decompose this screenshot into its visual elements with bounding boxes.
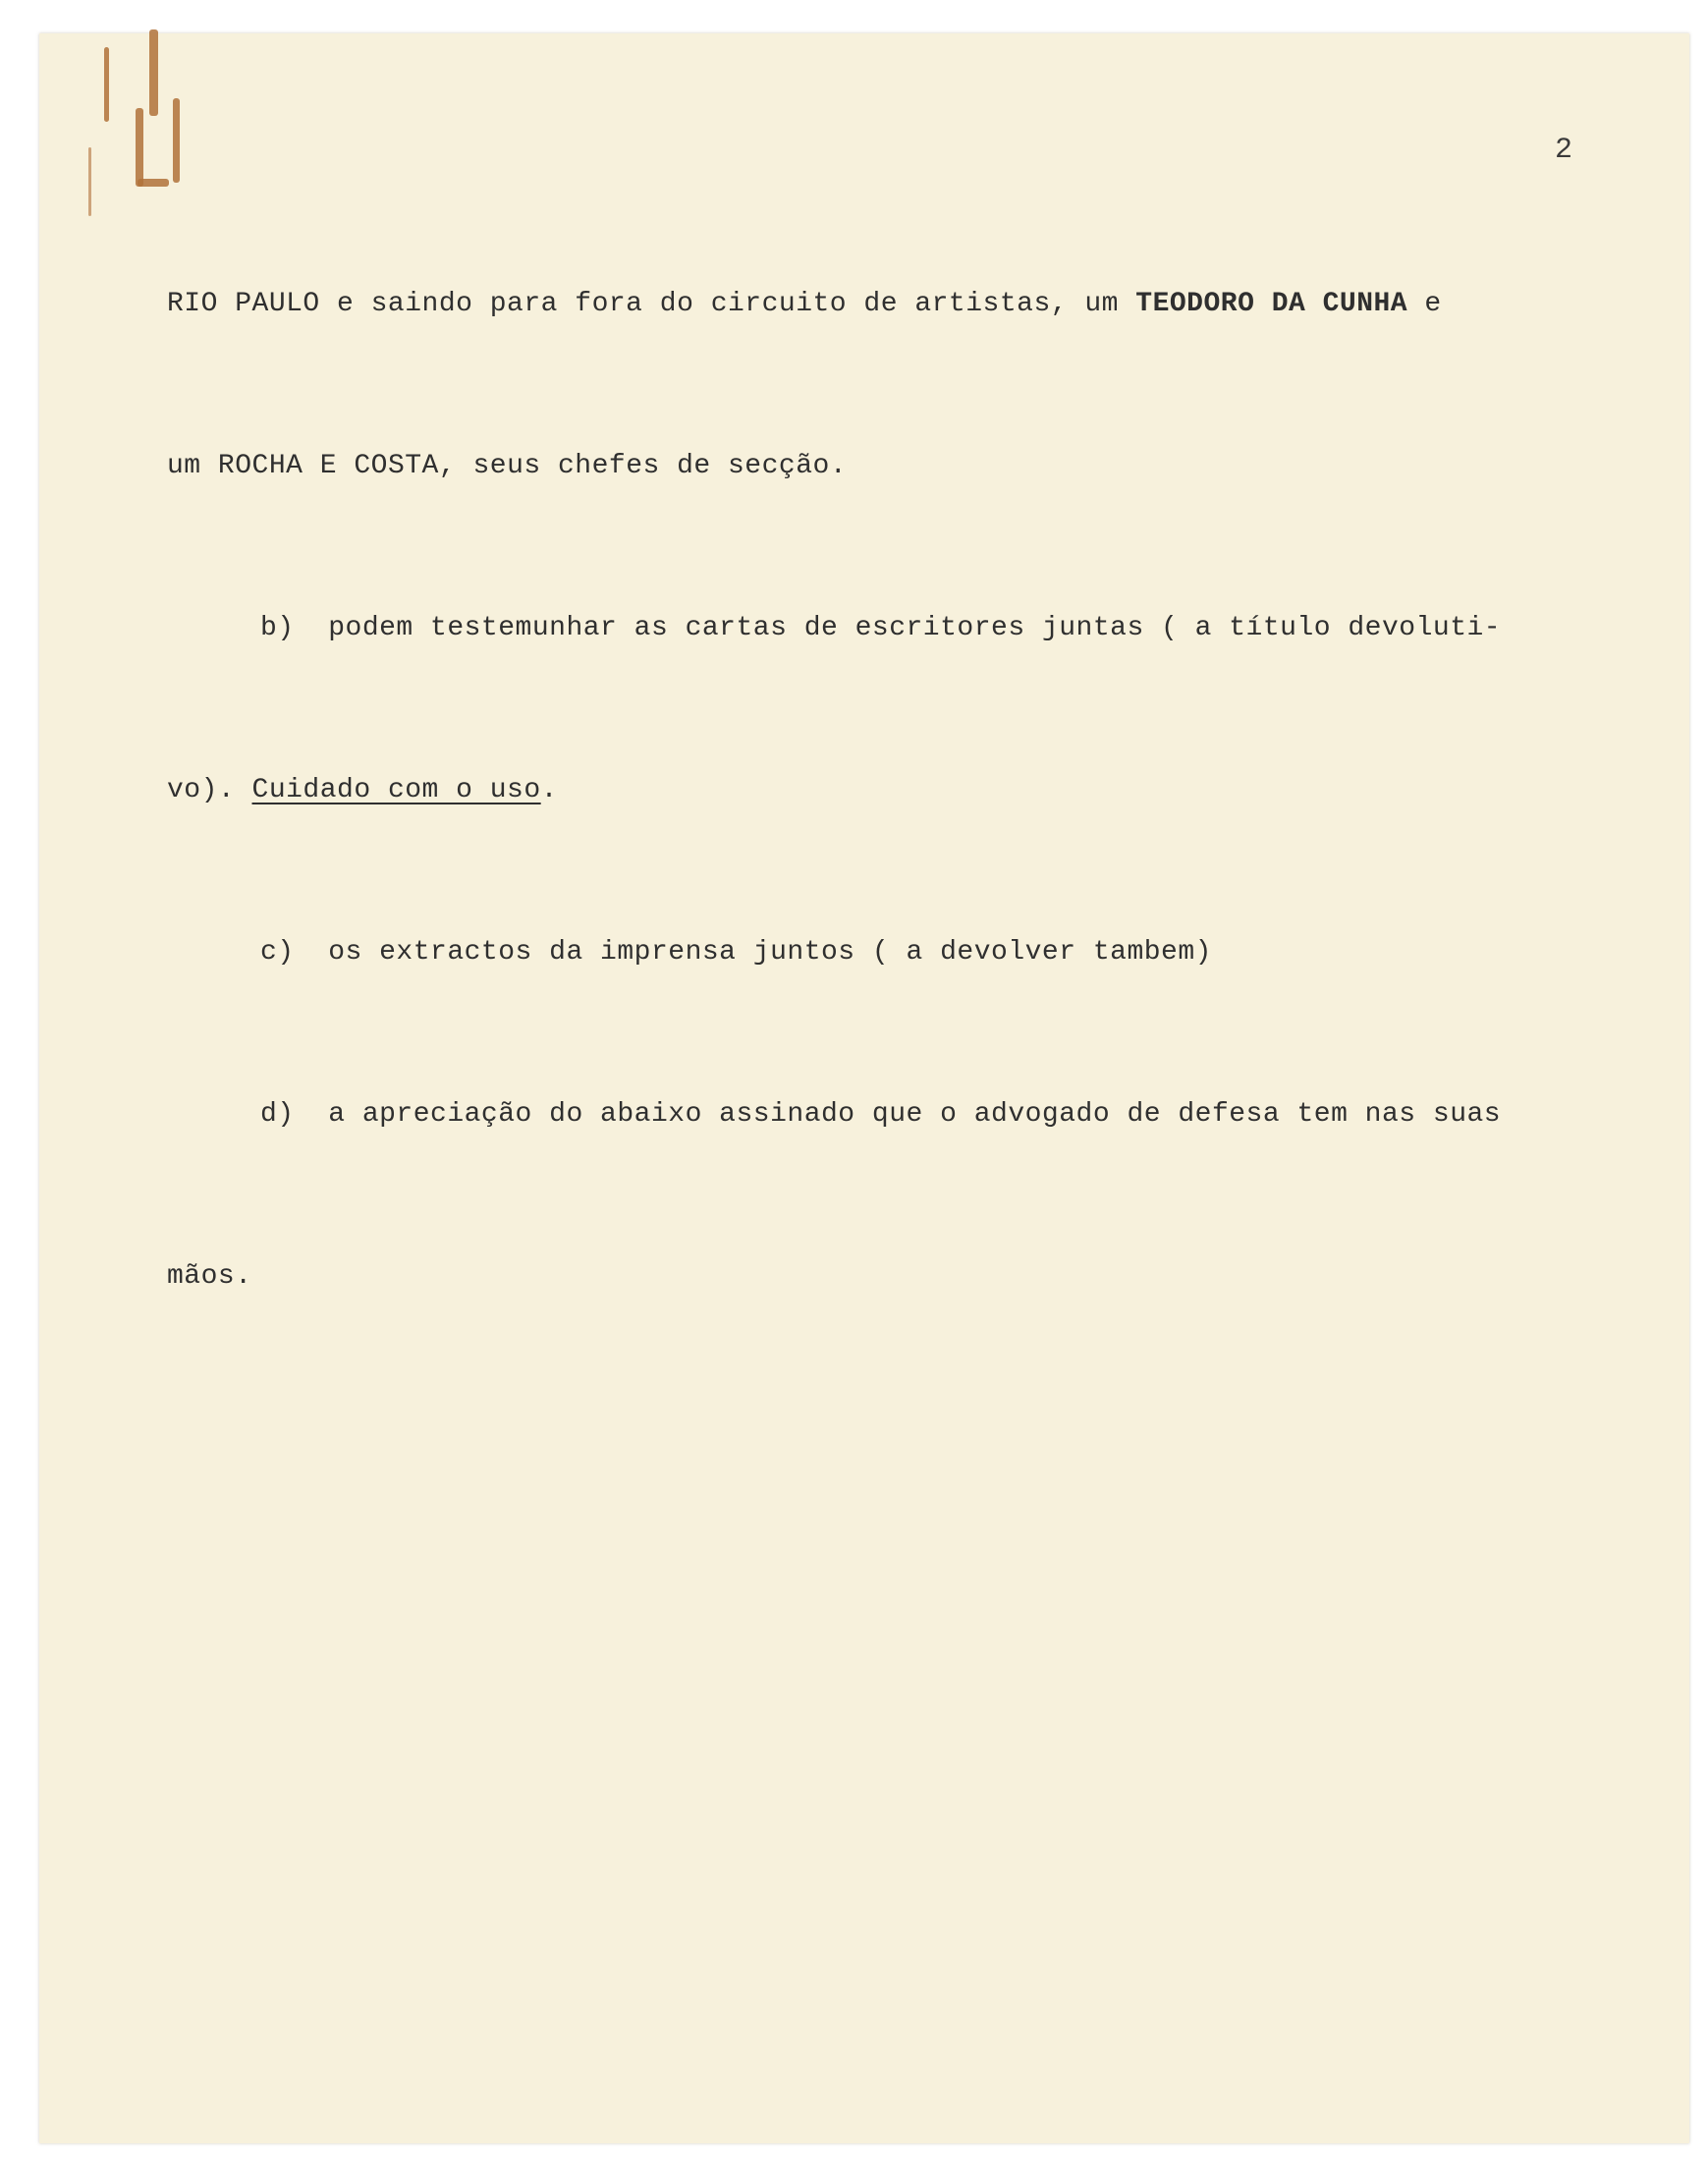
paperclip-stain <box>149 29 158 116</box>
text-line-7: mãos. <box>167 1261 252 1292</box>
item-d: d) a apreciação do abaixo assinado que o advogado de defesa tem nas suas <box>260 1099 1502 1130</box>
name-teodoro-da-cunha: TEODORO DA CUNHA <box>1135 289 1408 319</box>
text-segment: RIO PAULO e saindo para fora do circuito de artistas, um <box>167 289 1136 319</box>
text-segment: vo). <box>167 775 252 805</box>
text-segment: e <box>1407 289 1442 319</box>
text-segment: um <box>167 451 218 481</box>
text-segment: . <box>540 775 558 805</box>
text-segment: , seus chefes de secção. <box>438 451 848 481</box>
text-line-4 <box>167 763 1660 817</box>
paperclip-stain <box>88 147 91 216</box>
paperclip-stain <box>138 179 169 187</box>
paperclip-stain <box>136 108 143 187</box>
underlined-warning: Cuidado com o uso <box>251 775 541 805</box>
item-b: b) podem testemunhar as cartas de escritores juntas ( a título devoluti- <box>260 613 1502 643</box>
name-rocha-e-costa: ROCHA E COSTA <box>217 451 439 481</box>
item-c: c) os extractos da imprensa juntos ( a devolver tambem) <box>260 937 1212 968</box>
page-number: 2 <box>1555 134 1573 167</box>
text-line-1 <box>167 277 1660 331</box>
typed-text-body <box>167 169 1660 1358</box>
paperclip-stain <box>104 47 109 122</box>
text-line-2 <box>167 439 1660 493</box>
